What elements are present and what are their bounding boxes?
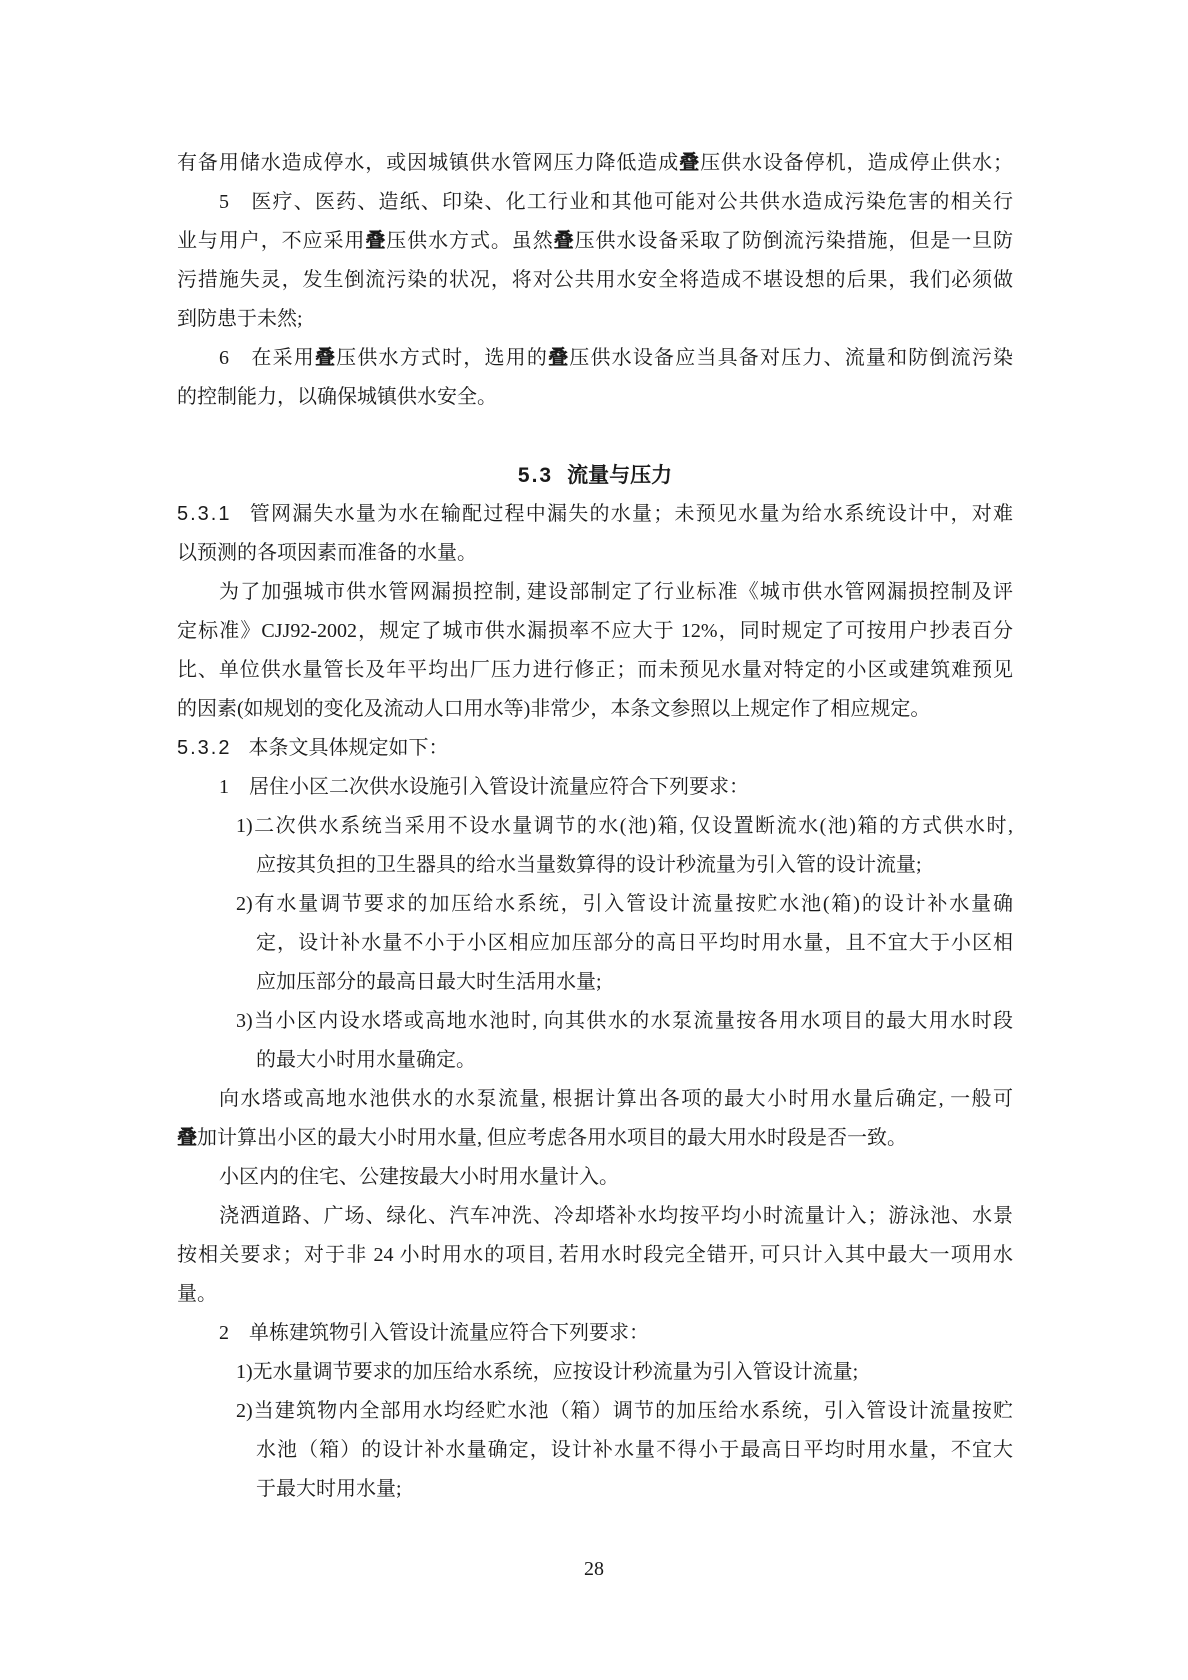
text-line (177, 1275, 1013, 1314)
section-number: 5.3 (517, 464, 554, 487)
text-line (177, 300, 1013, 339)
text-line (177, 690, 1013, 729)
line-text: 小区内的住宅、公建按最大小时用水量计入。 (219, 1166, 619, 1188)
line-text: 管网漏失水量为水在输配过程中漏失的水量；未预见水量为给水系统设计中，对难 (248, 503, 1013, 525)
text-line (177, 1314, 1013, 1353)
line-text: 到防患于未然; (177, 308, 303, 330)
text-line (177, 1236, 1013, 1275)
line-text: 浇洒道路、广场、绿化、汽车冲洗、冷却塔补水均按平均小时流量计入；游泳池、水景 (219, 1205, 1013, 1227)
line-text: 5 医疗、医药、造纸、印染、化工行业和其他可能对公共供水造成污染危害的相关行 (219, 191, 1013, 213)
line-text: 叠加计算出小区的最大小时用水量, 但应考虑各用水项目的最大用水时段是否一致。 (177, 1127, 907, 1149)
line-text: 1 居住小区二次供水设施引入管设计流量应符合下列要求： (219, 776, 749, 798)
list-item-continuation (177, 846, 1013, 885)
page-number: 28 (584, 1558, 604, 1580)
line-text: 的控制能力，以确保城镇供水安全。 (177, 386, 497, 408)
blank-line (177, 417, 1013, 456)
list-item-continuation (177, 963, 1013, 1002)
line-text: 为了加强城市供水管网漏损控制, 建设部制定了行业标准《城市供水管网漏损控制及评 (219, 581, 1013, 603)
line-text: 6 在采用叠压供水方式时，选用的叠压供水设备应当具备对压力、流量和防倒流污染 (219, 347, 1013, 369)
line-text: 2)有水量调节要求的加压给水系统，引入管设计流量按贮水池(箱)的设计补水量确 (236, 893, 1013, 915)
text-line (177, 1080, 1013, 1119)
document-body (177, 144, 1013, 1509)
text-line (177, 183, 1013, 222)
line-text: 的因素(如规划的变化及流动人口用水等)非常少，本条文参照以上规定作了相应规定。 (177, 698, 931, 720)
line-text: 水池（箱）的设计补水量确定，设计补水量不得小于最高日平均时用水量，不宜大 (256, 1439, 1013, 1461)
list-item-continuation (177, 924, 1013, 963)
line-text: 1)二次供水系统当采用不设水量调节的水(池)箱, 仅设置断流水(池)箱的方式供水时, (236, 815, 1013, 837)
text-line (177, 534, 1013, 573)
text-line (177, 339, 1013, 378)
line-text: 定标准》CJJ92-2002，规定了城市供水漏损率不应大于 12%，同时规定了可按用户抄表百分 (177, 620, 1013, 642)
section-heading (177, 456, 1013, 495)
text-line (177, 1158, 1013, 1197)
line-text: 有备用储水造成停水，或因城镇供水管网压力降低造成叠压供水设备停机，造成停止供水； (177, 152, 1013, 174)
line-text: 2 单栋建筑物引入管设计流量应符合下列要求： (219, 1322, 649, 1344)
text-line (177, 222, 1013, 261)
line-text: 的最大小时用水量确定。 (256, 1049, 476, 1071)
text-line (177, 378, 1013, 417)
line-text: 污措施失灵，发生倒流污染的状况，将对公共用水安全将造成不堪设想的后果，我们必须做 (177, 269, 1013, 291)
line-text: 以预测的各项因素而准备的水量。 (177, 542, 477, 564)
list-item-line (177, 885, 1013, 924)
list-item-continuation (177, 1041, 1013, 1080)
text-line (177, 573, 1013, 612)
clause-line (177, 495, 1013, 534)
line-text: 2)当建筑物内全部用水均经贮水池（箱）调节的加压给水系统，引入管设计流量按贮 (236, 1400, 1013, 1422)
text-line (177, 612, 1013, 651)
text-line (177, 651, 1013, 690)
line-text: 比、单位供水量管长及年平均出厂压力进行修正；而未预见水量对特定的小区或建筑难预见 (177, 659, 1013, 681)
text-line (177, 261, 1013, 300)
text-line (177, 1197, 1013, 1236)
line-text: 按相关要求；对于非 24 小时用水的项目, 若用水时段完全错开, 可只计入其中最大一项用水 (177, 1244, 1013, 1266)
list-item-continuation (177, 1431, 1013, 1470)
line-text: 定，设计补水量不小于小区相应加压部分的高日平均时用水量，且不宜大于小区相 (256, 932, 1013, 954)
line-text: 于最大时用水量; (256, 1478, 402, 1500)
text-line (177, 1119, 1013, 1158)
text-line (177, 768, 1013, 807)
line-text: 量。 (177, 1283, 217, 1305)
line-text: 向水塔或高地水池供水的水泵流量, 根据计算出各项的最大小时用水量后确定, 一般可 (219, 1088, 1013, 1110)
list-item-line (177, 1392, 1013, 1431)
line-text: 3)当小区内设水塔或高地水池时, 向其供水的水泵流量按各用水项目的最大用水时段 (236, 1010, 1013, 1032)
line-text: 应按其负担的卫生器具的给水当量数算得的设计秒流量为引入管的设计流量; (256, 854, 922, 876)
line-text: 业与用户，不应采用叠压供水方式。虽然叠压供水设备采取了防倒流污染措施，但是一旦防 (177, 230, 1013, 252)
list-item-continuation (177, 1470, 1013, 1509)
list-item-line (177, 1002, 1013, 1041)
clause-number: 5.3.2 (177, 737, 232, 759)
clause-number: 5.3.1 (177, 503, 232, 525)
line-text: 流量与压力 (567, 464, 673, 487)
line-text: 1)无水量调节要求的加压给水系统，应按设计秒流量为引入管设计流量; (236, 1361, 859, 1383)
text-line (177, 144, 1013, 183)
clause-line (177, 729, 1013, 768)
line-text: 本条文具体规定如下： (248, 737, 449, 759)
line-text: 应加压部分的最高日最大时生活用水量; (256, 971, 602, 993)
list-item-line (177, 807, 1013, 846)
list-item-line (177, 1353, 1013, 1392)
